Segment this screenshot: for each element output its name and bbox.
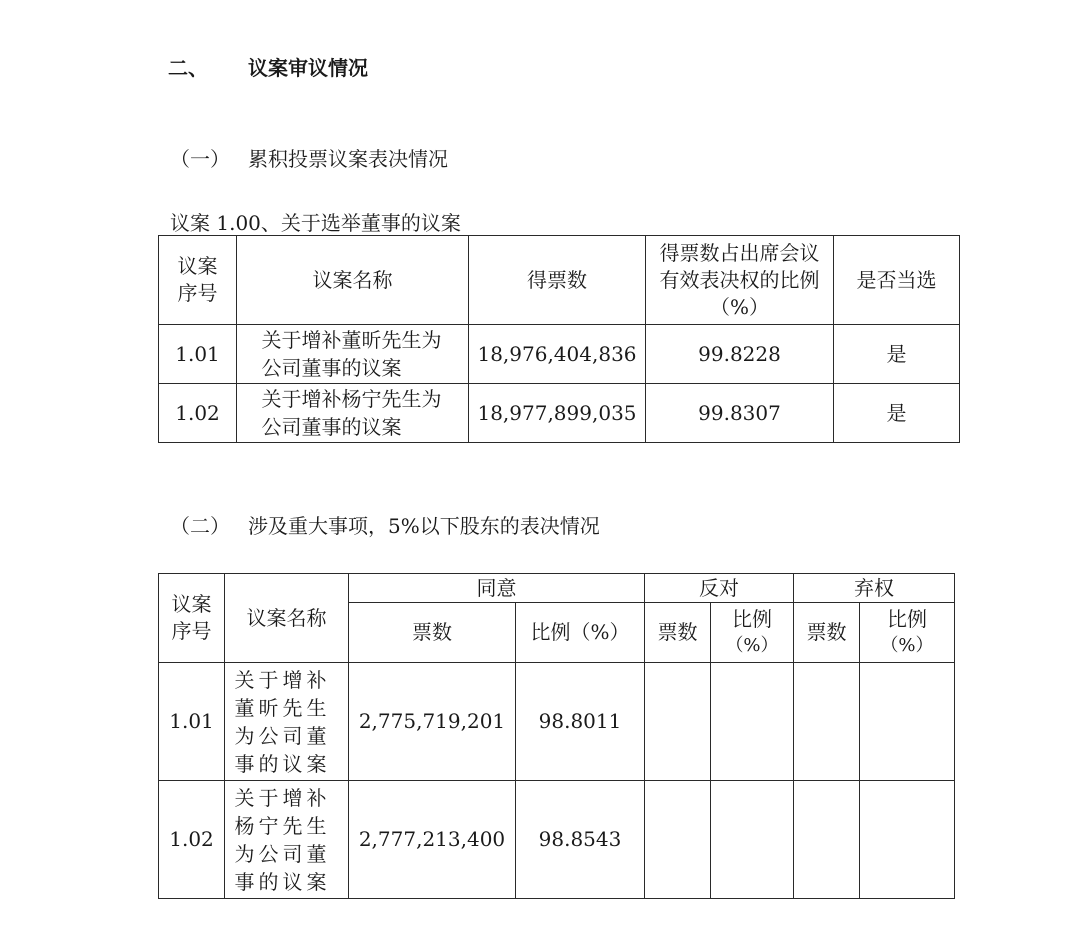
- header-abstain-ratio: 比例 （%）: [860, 603, 955, 663]
- cell-agree-votes: 2,777,213,400: [349, 781, 516, 899]
- header-ratio: 得票数占出席会议有效表决权的比例（%）: [646, 236, 834, 325]
- cell-abstain-ratio: [860, 663, 955, 781]
- cell-name: 关于增补董昕先生为公司董事的议案: [237, 325, 469, 384]
- minority-shareholder-voting-table: [158, 573, 955, 899]
- subsection-2-title: 涉及重大事项，5%以下股东的表决情况: [248, 514, 600, 538]
- cell-agree-ratio: 98.8011: [516, 663, 645, 781]
- cell-agree-votes: 2,775,719,201: [349, 663, 516, 781]
- cell-seq: 1.01: [159, 325, 237, 384]
- header-votes: 得票数: [469, 236, 646, 325]
- cell-oppose-ratio: [711, 781, 794, 899]
- subsection-1-title: 累积投票议案表决情况: [248, 147, 448, 171]
- header-oppose-votes: 票数: [645, 603, 711, 663]
- cell-ratio: 99.8228: [646, 325, 834, 384]
- cell-agree-ratio: 98.8543: [516, 781, 645, 899]
- cell-abstain-votes: [794, 663, 860, 781]
- cell-seq: 1.02: [159, 384, 237, 443]
- header-oppose-ratio: 比例 （%）: [711, 603, 794, 663]
- cell-oppose-votes: [645, 781, 711, 899]
- cell-seq: 1.02: [159, 781, 225, 899]
- cell-seq: 1.01: [159, 663, 225, 781]
- header-abstain-votes: 票数: [794, 603, 860, 663]
- header-oppose: 反对: [645, 574, 794, 603]
- cell-elected: 是: [834, 325, 960, 384]
- table-header-row: [159, 236, 960, 325]
- table-header-row: [159, 574, 955, 603]
- subsection-2-number: （二）: [170, 514, 230, 538]
- section-title: 议案审议情况: [248, 56, 368, 80]
- table-row: [159, 325, 960, 384]
- header-agree: 同意: [349, 574, 645, 603]
- cell-abstain-votes: [794, 781, 860, 899]
- header-elected: 是否当选: [834, 236, 960, 325]
- section-number: 二、: [168, 56, 208, 80]
- header-abstain: 弃权: [794, 574, 955, 603]
- cumulative-voting-table: [158, 235, 960, 443]
- header-name: 议案名称: [225, 574, 349, 663]
- cell-votes: 18,977,899,035: [469, 384, 646, 443]
- header-agree-votes: 票数: [349, 603, 516, 663]
- header-seq: 议案序号: [159, 236, 237, 325]
- cell-ratio: 99.8307: [646, 384, 834, 443]
- cell-votes: 18,976,404,836: [469, 325, 646, 384]
- cell-name: 关于增补杨宁先生为公司董事的议案: [237, 384, 469, 443]
- header-name: 议案名称: [237, 236, 469, 325]
- subsection-1-number: （一）: [170, 147, 230, 171]
- cell-oppose-votes: [645, 663, 711, 781]
- motion-title: 议案 1.00、关于选举董事的议案: [170, 211, 461, 235]
- table-row: [159, 663, 955, 781]
- cell-abstain-ratio: [860, 781, 955, 899]
- cell-name: 关于增补董昕先生为公司董事的议案: [225, 663, 349, 781]
- table-row: [159, 781, 955, 899]
- header-seq: 议案序号: [159, 574, 225, 663]
- table-row: [159, 384, 960, 443]
- cell-oppose-ratio: [711, 663, 794, 781]
- cell-elected: 是: [834, 384, 960, 443]
- cell-name: 关于增补杨宁先生为公司董事的议案: [225, 781, 349, 899]
- header-agree-ratio: 比例（%）: [516, 603, 645, 663]
